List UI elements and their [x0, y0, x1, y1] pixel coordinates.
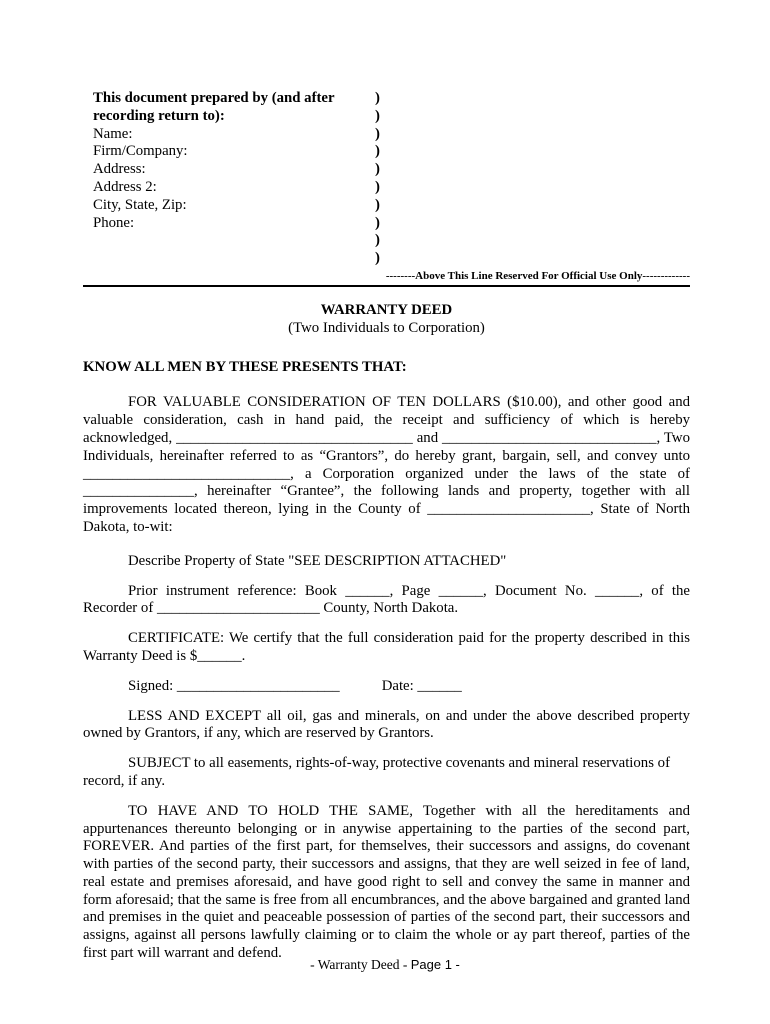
- paren-mark: ): [375, 196, 380, 213]
- paren-mark: ): [375, 232, 380, 249]
- signed-date-line: [83, 678, 690, 696]
- prepared-by-title: This document prepared by (and after recording return to):: [93, 90, 335, 124]
- presents-heading: KNOW ALL MEN BY THESE PRESENTS THAT:: [83, 358, 407, 375]
- paren-mark: ): [375, 107, 380, 124]
- describe-property-line: Describe Property of State "SEE DESCRIPTION ATTACHED": [128, 552, 507, 569]
- paren-column: [375, 90, 415, 268]
- footer-page-number: Page 1 -: [410, 957, 460, 972]
- prior-instrument-paragraph: Prior instrument reference: Book ______, Page ______, Document No. ______, of the Recorder of ______________________ County, North Dakota.: [83, 582, 690, 617]
- field-label-name: Name:: [93, 125, 133, 142]
- field-label-city-state-zip: City, State, Zip:: [93, 196, 187, 213]
- page-footer: [0, 956, 770, 974]
- paren-mark: ): [375, 90, 380, 106]
- consideration-paragraph: FOR VALUABLE CONSIDERATION OF TEN DOLLARS ($10.00), and other good and valuable consideration, cash in hand paid, the receipt and sufficiency of which is hereby acknowledged, ________________________________ and _____________________________, Two Individuals, hereinafter referred to as “Grantors”, do hereby grant, bargain, sell, and convey unto ____________________________, a Corporation organized under the laws of the state of _______________, hereinafter “Grantee”, the following lands and property, together with all improvements located thereon, lying in the County of ______________________, State of North Dakota, to-wit:: [83, 394, 690, 535]
- signed-blank: Signed: ______________________: [128, 677, 340, 694]
- subject-to-paragraph: SUBJECT to all easements, rights-of-way, protective covenants and mineral reservations of record, if any.: [83, 755, 670, 789]
- paren-mark: ): [375, 214, 380, 231]
- paren-mark: ): [375, 125, 380, 142]
- habendum-paragraph: TO HAVE AND TO HOLD THE SAME, Together with all the hereditaments and appurtenances thereunto belonging or in anywise appertaining to the parties of the second part, FOREVER. And parties of the first part, for themselves, their successors and assigns, do covenant with parties of the second party, their successors and assigns, that they are well seized in fee of land, real estate and premises aforesaid, and have good right to sell and convey the same in manner and form aforesaid; that the same is free from all encumbrances, and the above bargained and granted land and premises in the quiet and peaceable possession of parties of the second part, their successors and assigns, against all persons lawfully claiming or to claim the whole or ay part thereof, parties of the first part will warrant and defend.: [83, 802, 690, 962]
- document-title: WARRANTY DEED: [320, 301, 453, 318]
- field-label-firm-company: Firm/Company:: [93, 143, 188, 160]
- recording-block: [83, 90, 690, 268]
- paren-mark: ): [375, 250, 380, 267]
- field-label-address: Address:: [93, 161, 146, 178]
- date-blank: Date: ______: [381, 677, 462, 694]
- field-label-address-2: Address 2:: [93, 178, 157, 195]
- prepared-by-column: [83, 90, 375, 268]
- header-divider-rule: [83, 285, 690, 287]
- paren-mark: ): [375, 161, 380, 178]
- footer-document-name: - Warranty Deed -: [310, 957, 411, 972]
- certificate-paragraph: CERTIFICATE: We certify that the full consideration paid for the property described in this Warranty Deed is $______.: [83, 630, 690, 664]
- document-subtitle: (Two Individuals to Corporation): [288, 319, 485, 336]
- less-and-except-paragraph: LESS AND EXCEPT all oil, gas and minerals, on and under the above described property owned by Grantors, if any, which are reserved by Grantors.: [83, 707, 690, 742]
- paren-mark: ): [375, 178, 380, 195]
- paren-mark: ): [375, 143, 380, 160]
- page-content: [83, 90, 690, 975]
- field-label-phone: Phone:: [93, 214, 135, 231]
- reserved-for-official-use-note: --------Above This Line Reserved For Official Use Only-------------: [385, 269, 690, 282]
